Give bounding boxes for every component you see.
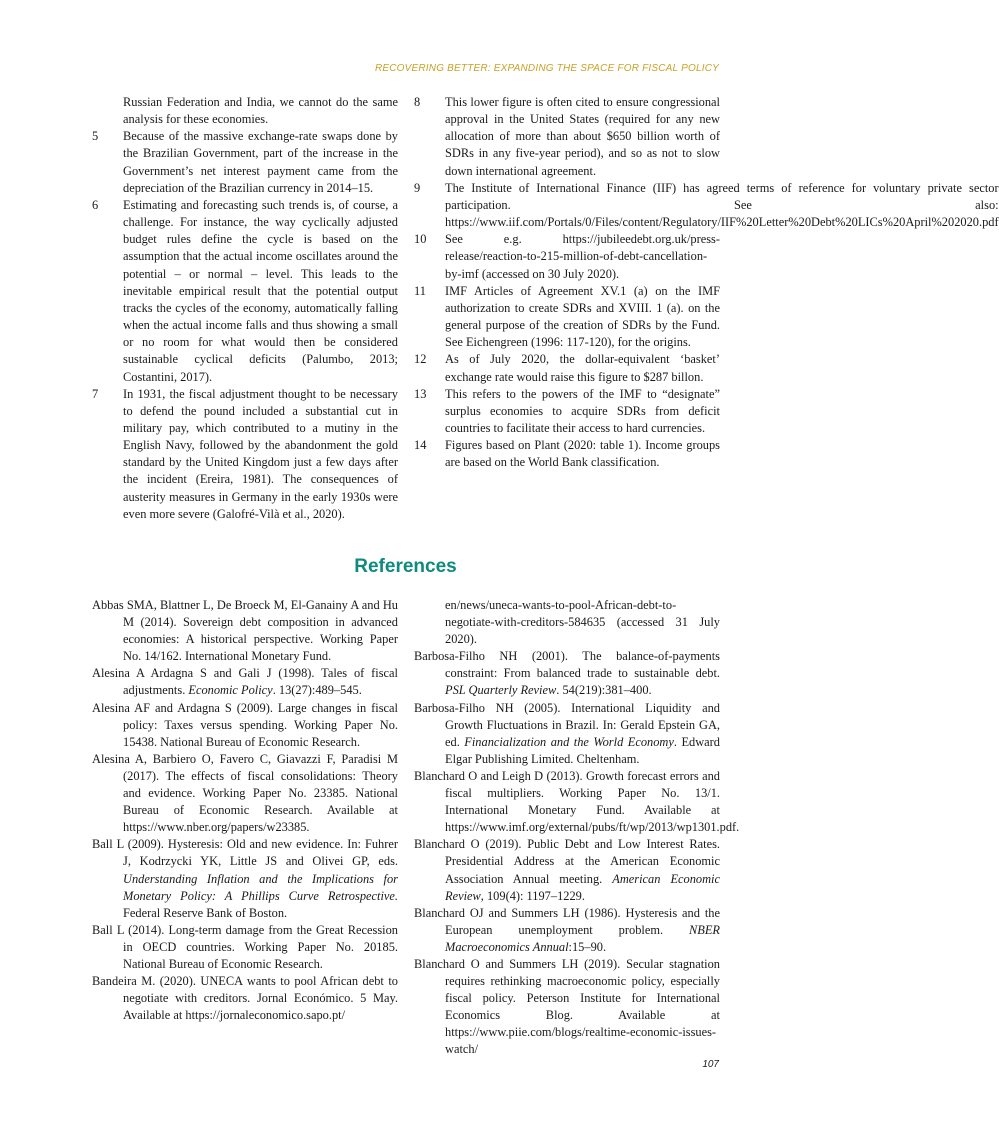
endnote-text: See e.g. https://jubileedebt.org.uk/press-release/reaction-to-215-million-of-debt-cancellation-by-imf (accessed on 30 July 2020). (445, 232, 720, 281)
endnotes-right-column (414, 94, 999, 523)
endnote-text: Estimating and forecasting such trends is, of course, a challenge. For instance, the way cyclically adjusted budget rules define the cycle is based on the assumption that the actual income oscillates around the potential – or normal – level. This leads to the inevitable empirical result that the potential output tracks the cycles of the economy, automatically falling when the actual income falls and thus showing a small or no room for what would then be considered sustainable cyclical deficits (Palumbo, 2013; Costantini, 2017). (123, 197, 398, 384)
reference-entry: Ball L (2009). Hysteresis: Old and new evidence. In: Fuhrer J, Kodrzycki YK, Little JS and Olivei GP, eds. Understanding Inflation and the Implications for Monetary Policy: A Phillips Curve Retrospective. Federal Reserve Bank of Boston. (92, 837, 398, 920)
endnote-text: In 1931, the fiscal adjustment thought to be necessary to defend the pound included a substantial cut in military pay, which contributed to a mutiny in the English Navy, followed by the abandonment the gold standard by the United Kingdom just a few days after the incident (Ereira, 1981). The consequences of austerity measures in Germany in the early 1930s were even more severe (Galofré-Vilà et al., 2020). (123, 386, 398, 521)
endnote-number: 10 (414, 232, 427, 247)
endnote-text: As of July 2020, the dollar-equivalent ‘basket’ exchange rate would raise this figure to $287 billon. (445, 352, 720, 384)
endnote-10 (414, 231, 720, 282)
endnote-14 (414, 437, 720, 471)
references-list (92, 597, 740, 1059)
endnote-7 (92, 386, 398, 523)
reference-entry: Barbosa-Filho NH (2001). The balance-of-payments constraint: From balanced trade to sustainable debt. PSL Quarterly Review. 54(219):381–400. (414, 649, 720, 698)
reference-entry: Alesina AF and Ardagna S (2009). Large changes in fiscal policy: Taxes versus spending. Working Paper No. 15438. National Bureau of Economic Research. (92, 700, 398, 749)
reference-entry: Bandeira M. (2020). UNECA wants to pool African debt to negotiate with creditors. Jornal Económico. 5 May. Available at https://jornaleconomico.sapo.pt/ (92, 974, 398, 1023)
reference-entry: Barbosa-Filho NH (2005). International Liquidity and Growth Fluctuations in Brazil. In: Gerald Epstein GA, ed. Financialization and the World Economy. Edward Elgar Publishing Limited. Cheltenham. (414, 700, 721, 766)
endnote-text: Because of the massive exchange-rate swaps done by the Brazilian Government, part of the increase in the Government’s net interest payment came from the depreciation of the Brazilian currency in 2014–15. (123, 129, 398, 195)
endnote-text: The Institute of International Finance (IIF) has agreed terms of reference for voluntary private sector participation. See also: https://www.iif.com/Portals/0/Files/content/Regulatory/IIF%20Letter%20Debt%20LICs%20April%202020.pdf (445, 180, 999, 230)
endnote-text: This lower figure is often cited to ensure congressional approval in the United States (required for any new allocation of more than about $650 billion worth of SDRs in any five-year period), and so as not to slow down international agreement. (445, 95, 720, 178)
reference-entry: Blanchard O (2019). Public Debt and Low Interest Rates. Presidential Address at the American Economic Association Annual meeting. American Economic Review, 109(4): 1197–1229. (414, 837, 720, 903)
references-right-column (414, 597, 740, 1059)
reference-entry: Blanchard OJ and Summers LH (1986). Hysteresis and the European unemployment problem. NBER Macroeconomics Annual:15–90. (414, 905, 720, 954)
reference-entry: Alesina A, Barbiero O, Favero C, Giavazzi F, Paradisi M (2017). The effects of fiscal consolidations: Theory and evidence. Working Paper No. 23385. National Bureau of Economic Research. Available at https://www.nber.org/papers/w23385. (92, 751, 398, 835)
reference-entry: Abbas SMA, Blattner L, De Broeck M, El-Ganainy A and Hu M (2014). Sovereign debt composition in advanced economies: A historical perspective. Working Paper No. 14/162. International Monetary Fund. (92, 598, 398, 664)
endnote-number: 13 (414, 386, 427, 401)
endnote-text: Russian Federation and India, we cannot do the same analysis for these economies. (123, 95, 398, 127)
endnote-text: This refers to the powers of the IMF to “designate” surplus economies to acquire SDRs from deficit countries to facilitate their access to hard currencies. (445, 386, 720, 435)
endnote-6 (92, 197, 398, 386)
endnote-continuation (92, 94, 398, 128)
endnote-8 (414, 94, 720, 180)
references-left-column (92, 597, 398, 1059)
endnote-number: 6 (92, 197, 99, 212)
reference-entry: Alesina A Ardagna S and Gali J (1998). Tales of fiscal adjustments. Economic Policy. 13(27):489–545. (92, 666, 398, 698)
references-heading: References (354, 556, 457, 577)
reference-continuation: en/news/uneca-wants-to-pool-African-debt-to-negotiate-with-creditors-584635 (accessed 31 July 2020). (445, 598, 720, 647)
endnote-number: 9 (414, 180, 421, 195)
endnote-11 (414, 283, 720, 352)
endnotes-left-column (92, 94, 398, 523)
endnote-12 (414, 351, 720, 385)
endnote-13 (414, 386, 720, 437)
endnote-number: 12 (414, 352, 427, 367)
endnote-number: 14 (414, 438, 427, 453)
endnote-text: Figures based on Plant (2020: table 1). Income groups are based on the World Bank classification. (445, 438, 720, 470)
endnote-number: 5 (92, 129, 99, 144)
endnotes (92, 94, 999, 523)
endnote-5 (92, 128, 398, 197)
endnote-text: IMF Articles of Agreement XV.1 (a) on the IMF authorization to create SDRs and XVIII. 1 (a). on the general purpose of the creation of SDRs by the Fund. See Eichengreen (1996: 117-120), for the origins. (445, 283, 720, 350)
endnote-number: 7 (92, 386, 99, 401)
reference-entry: Ball L (2014). Long-term damage from the Great Recession in OECD countries. Working Paper No. 20185. National Bureau of Economic Research. (92, 922, 398, 971)
page-number: 107 (702, 1059, 719, 1070)
reference-entry: Blanchard O and Summers LH (2019). Secular stagnation requires rethinking macroeconomic policy, especially fiscal policy. Peterson Institute for International Economics Blog. Available at https://www.piie.com/blogs/realtime-economic-issues-watch/ (414, 956, 720, 1057)
endnote-number: 8 (414, 95, 421, 109)
endnote-number: 11 (414, 283, 426, 298)
running-header: RECOVERING BETTER: EXPANDING THE SPACE FOR FISCAL POLICY (374, 63, 719, 74)
reference-entry: Blanchard O and Leigh D (2013). Growth forecast errors and fiscal multipliers. Working Paper No. 13/1. International Monetary Fund. Available at https://www.imf.org/external/pubs/ft/wp/2013/wp1301.pdf. (414, 768, 740, 835)
endnote-9 (414, 180, 999, 231)
